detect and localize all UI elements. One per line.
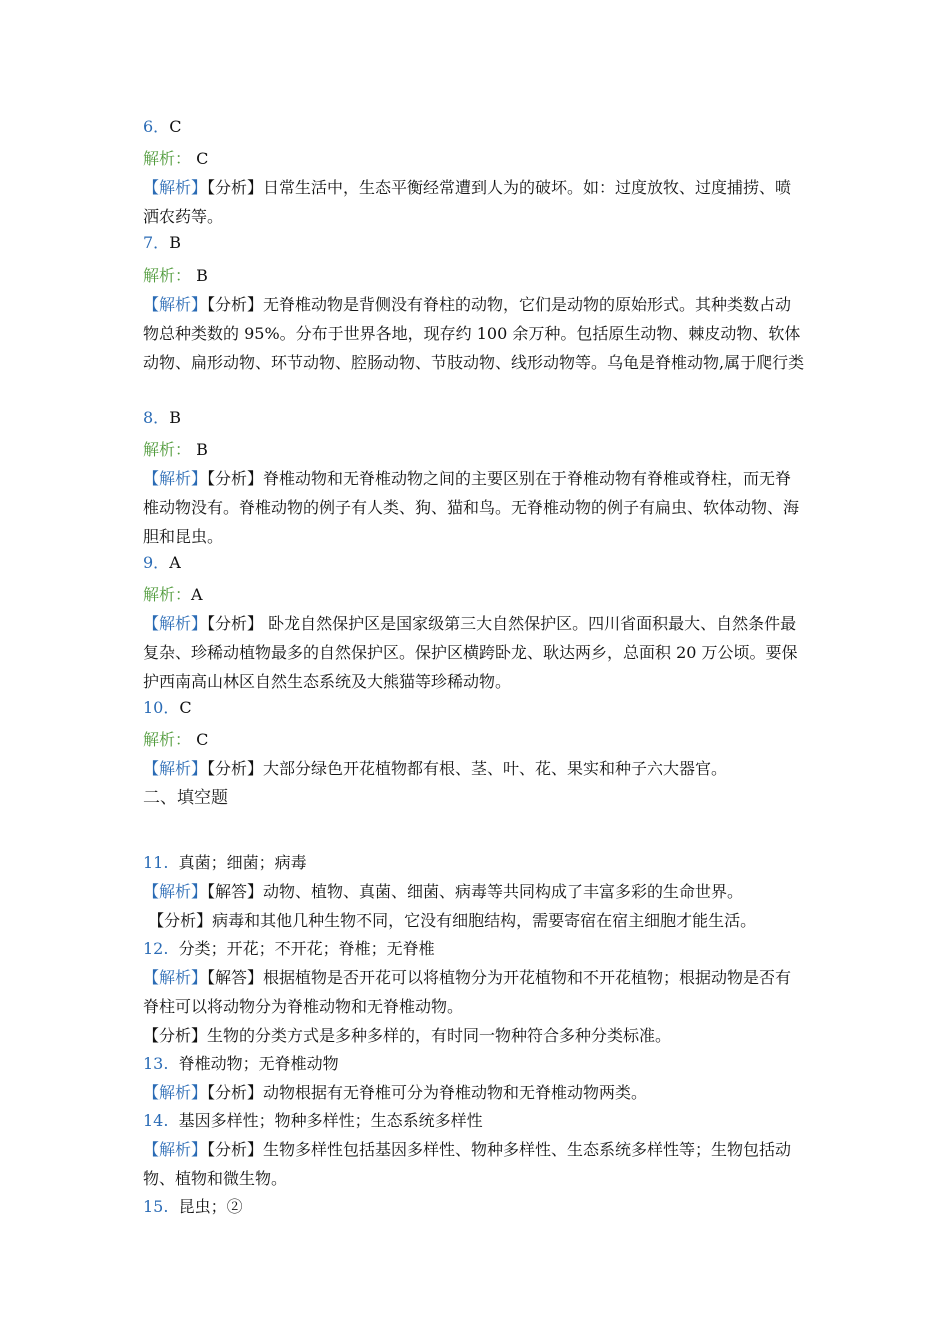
analysis-tag: 【解析】 [143,295,208,314]
analysis-text [143,1135,807,1193]
analysis-tag: 【解析】 [143,1083,208,1102]
analysis-text [143,609,807,696]
analysis-label: 解析： [143,585,192,604]
analysis-label-line [143,261,807,290]
analysis-extra: 【分析】病毒和其他几种生物不同，它没有细胞结构，需要寄宿在宿主细胞才能生活。 [143,911,757,930]
analysis-tag: 【解析】 [143,759,208,778]
analysis-7 [143,261,807,377]
analysis-text [143,290,807,377]
analysis-tag: 【解析】 [143,614,208,633]
analysis-body: 【分析】脊椎动物和无脊椎动物之间的主要区别在于脊椎动物有脊椎或脊柱，而无脊椎动物没有。脊椎动物的例子有人类、狗、猫和鸟。无脊椎动物的例子有扁虫、软体动物、海胆和昆虫。 [143,469,800,546]
analysis-label: 解析： [143,730,192,749]
answer-13 [143,1049,807,1107]
answer-12 [143,934,807,1050]
analysis-answer: C [191,730,209,749]
analysis-answer: C [191,149,209,168]
answer-15 [143,1192,807,1221]
analysis-10 [143,725,807,783]
answer-choice: B [169,408,181,427]
question-number: 13. [143,1054,169,1073]
answer-text: 昆虫；② [168,1197,243,1216]
analysis-label: 解析： [143,266,192,285]
section-title: 二、填空题 [143,788,228,808]
analysis-body: 【分析】无脊椎动物是背侧没有脊柱的动物，它们是动物的原始形式。其种类数占动物总种类数的 95%。分布于世界各地，现存约 100 余万种。包括原生动物、棘皮动物、软体动物、扁形动物、环节动物、腔肠动物、节肢动物、线形动物等。乌龟是脊椎动物,属于爬行类 [143,295,805,372]
analysis-8 [143,435,807,551]
analysis-body: 【分析】 卧龙自然保护区是国家级第三大自然保护区。四川省面积最大、自然条件最复杂、珍稀动植物最多的自然保护区。保护区横跨卧龙、耿达两乡，总面积 20 万公顷。要保护西南高山林区自然生态系统及大熊猫等珍稀动物。 [143,614,798,691]
question-number: 6． [143,117,170,136]
analysis-tag: 【解析】 [143,882,208,901]
question-number: 11. [143,853,169,872]
answer-line [143,848,807,877]
analysis-tag: 【解析】 [143,469,208,488]
analysis-body: 【解答】动物、植物、真菌、细菌、病毒等共同构成了丰富多彩的生命世界。 [207,882,744,901]
analysis-tag: 【解析】 [143,178,208,197]
answer-line [143,112,807,141]
answer-line [143,228,807,257]
analysis-text [143,963,807,1021]
analysis-9 [143,580,807,696]
analysis-label: 解析： [143,440,192,459]
answer-6 [143,112,807,141]
section-heading [143,784,807,813]
analysis-text [143,754,807,783]
question-number: 12. [143,939,169,958]
question-number: 8． [143,408,170,427]
analysis-tag: 【解析】 [143,968,208,987]
answer-choice: A [169,553,181,572]
answer-choice: C [179,698,192,717]
analysis-6 [143,144,807,231]
question-number: 7． [143,233,170,252]
analysis-label-line [143,725,807,754]
analysis-body: 【分析】生物多样性包括基因多样性、物种多样性、生态系统多样性等；生物包括动物、植物和微生物。 [143,1140,792,1188]
question-number: 14. [143,1111,169,1130]
answer-14 [143,1106,807,1193]
answer-line [143,1049,807,1078]
answer-line [143,693,807,722]
analysis-text [143,877,807,906]
analysis-answer: B [191,266,208,285]
analysis-answer: B [191,440,208,459]
answer-9 [143,548,807,577]
analysis-text [143,173,807,231]
question-number: 10． [143,698,180,717]
answer-text: 分类；开花；不开花；脊椎；无脊椎 [168,939,435,958]
answer-choice: B [169,233,181,252]
analysis-body: 【分析】动物根据有无脊椎可分为脊椎动物和无脊椎动物两类。 [207,1083,648,1102]
analysis-extra: 【分析】生物的分类方式是多种多样的，有时同一物种符合多种分类标准。 [143,1026,672,1045]
analysis-body: 【解答】根据植物是否开花可以将植物分为开花植物和不开花植物；根据动物是否有脊柱可以将动物分为脊椎动物和无脊椎动物。 [143,968,792,1016]
answer-line [143,548,807,577]
answer-line [143,934,807,963]
answer-11 [143,848,807,935]
analysis-label-line [143,580,807,609]
answer-text: 脊椎动物；无脊椎动物 [168,1054,339,1073]
question-number: 15. [143,1197,169,1216]
analysis-label-line [143,144,807,173]
answer-line [143,1192,807,1221]
analysis-text [143,464,807,551]
answer-7 [143,228,807,257]
question-number: 9． [143,553,170,572]
answer-text: 真菌；细菌；病毒 [168,853,307,872]
analysis-body: 【分析】日常生活中，生态平衡经常遭到人为的破坏。如：过度放牧、过度捕捞、喷洒农药等。 [143,178,792,226]
analysis-tag: 【解析】 [143,1140,208,1159]
answer-choice: C [169,117,182,136]
analysis-text [143,1078,807,1107]
answer-line [143,1106,807,1135]
answer-8 [143,403,807,432]
analysis-label-line [143,435,807,464]
answer-10 [143,693,807,722]
analysis-body: 【分析】大部分绿色开花植物都有根、茎、叶、花、果实和种子六大器官。 [207,759,728,778]
answer-text: 基因多样性；物种多样性；生态系统多样性 [168,1111,483,1130]
analysis-answer: A [191,585,203,604]
analysis-label: 解析： [143,149,192,168]
answer-line [143,403,807,432]
